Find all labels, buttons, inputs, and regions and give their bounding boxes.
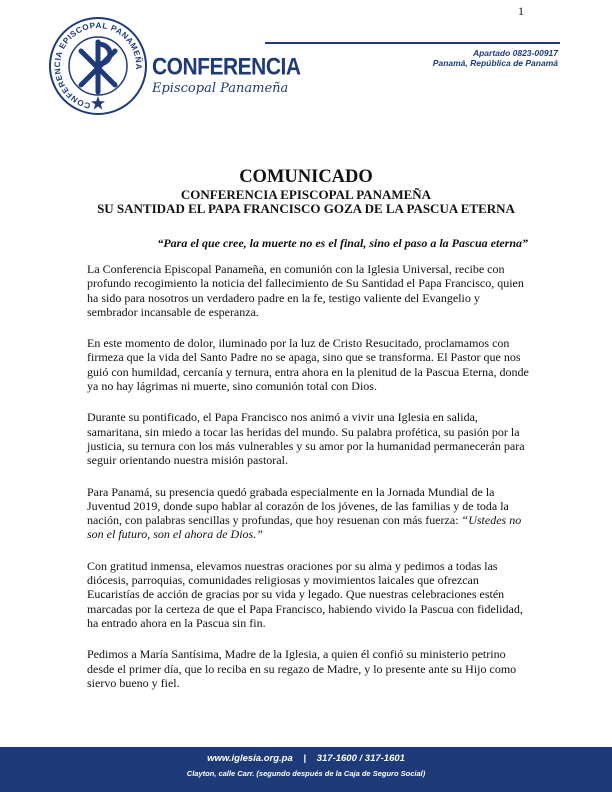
address-line-2: Panamá, República de Panamá xyxy=(432,58,558,68)
website-link[interactable]: www.iglesia.org.pa xyxy=(207,753,293,764)
document-title: COMUNICADO xyxy=(239,167,373,187)
brand-name: CONFERENCIA xyxy=(152,54,301,81)
footer-contact xyxy=(0,753,612,764)
paragraph-4-text: Para Panamá, su presencia quedó grabada especialmente en la Jornada Mundial de la Juventud 2019, donde supo hablar al corazón de los jóvenes, de las familias y de toda la nación, con palabras sencillas y profundas, que hoy resuenan con más fuerza: xyxy=(87,484,509,528)
footer-separator: | xyxy=(303,753,307,764)
epigraph-quote: “Para el que cree, la muerte no es el final, sino el paso a la Pascua eterna” xyxy=(157,236,528,250)
document-body xyxy=(87,262,532,707)
footer-bar xyxy=(0,747,612,792)
document-subtitle-2: SU SANTIDAD EL PAPA FRANCISCO GOZA DE LA PASCUA ETERNA xyxy=(97,201,515,216)
address-line-1: Apartado 0823-00917 xyxy=(472,48,558,58)
star-icon xyxy=(91,96,105,110)
header-rule xyxy=(265,42,560,44)
chi-rho-icon xyxy=(81,42,115,92)
page-number: 1 xyxy=(518,4,524,18)
paragraph-4 xyxy=(87,485,532,542)
postal-address xyxy=(433,48,558,68)
seal-arc-text: CONFERENCIA EPISCOPAL PANAMEÑA xyxy=(52,20,144,111)
conference-logo-seal xyxy=(48,16,148,116)
paragraph-5: Con gratitud inmensa, elevamos nuestras oraciones por su alma y pedimos a todas las diócesis, parroquias, comunidades religiosas y movimientos laicales que ofrezcan Eucaristías de acción de gracias por su vida y legado. Que nuestras celebraciones estén marcadas por la certeza de que el Papa Francisco, habiendo vivido la Pascua con fidelidad, ha entrado ahora en la Pascua sin fin. xyxy=(87,558,523,630)
paragraph-3: Durante su pontificado, el Papa Francisco nos animó a vivir una Iglesia en salida, samaritana, sin miedo a tocar las heridas del mundo. Su palabra profética, su pasión por la justicia, su ternura con los más vulnerables y su amor por la humanidad permanecerán para seguir orientando nuestra misión pastoral. xyxy=(87,410,525,468)
title-block xyxy=(0,167,612,216)
document-subtitle-1: CONFERENCIA EPISCOPAL PANAMEÑA xyxy=(180,187,432,202)
brand-wordmark xyxy=(152,54,301,96)
brand-subtitle: Episcopal Panameña xyxy=(152,81,289,96)
paragraph-2: En este momento de dolor, iluminado por la luz de Cristo Resucitado, proclamamos con firmeza que la vida del Santo Padre no se apaga, sino que se transforma. El Pastor que nos guió con humildad, cercanía y ternura, entra ahora en la plenitud de la Pascua Eterna, donde ya no hay lágrimas ni muerte, sino comunión total con Dios. xyxy=(87,336,529,394)
footer-address: Clayton, calle Carr. (segundo después de la Caja de Seguro Social) xyxy=(186,769,426,778)
phone-numbers: 317-1600 / 317-1601 xyxy=(316,753,405,764)
pope-quote: “Ustedes no son el futuro, son el ahora de Dios.” xyxy=(87,513,522,542)
paragraph-1: La Conferencia Episcopal Panameña, en comunión con la Iglesia Universal, recibe con profundo recogimiento la noticia del fallecimiento de Su Santidad el Papa Francisco, quien ha sido para nosotros un verdadero padre en la fe, testigo valiente del Evangelio y sembrador incansable de esperanza. xyxy=(87,262,524,319)
paragraph-6: Pedimos a María Santísima, Madre de la Iglesia, a quien él confió su ministerio petrino desde el primer día, que lo reciba en su regazo de Madre, y lo presente ante su Hijo como siervo bueno y fiel. xyxy=(87,647,517,690)
